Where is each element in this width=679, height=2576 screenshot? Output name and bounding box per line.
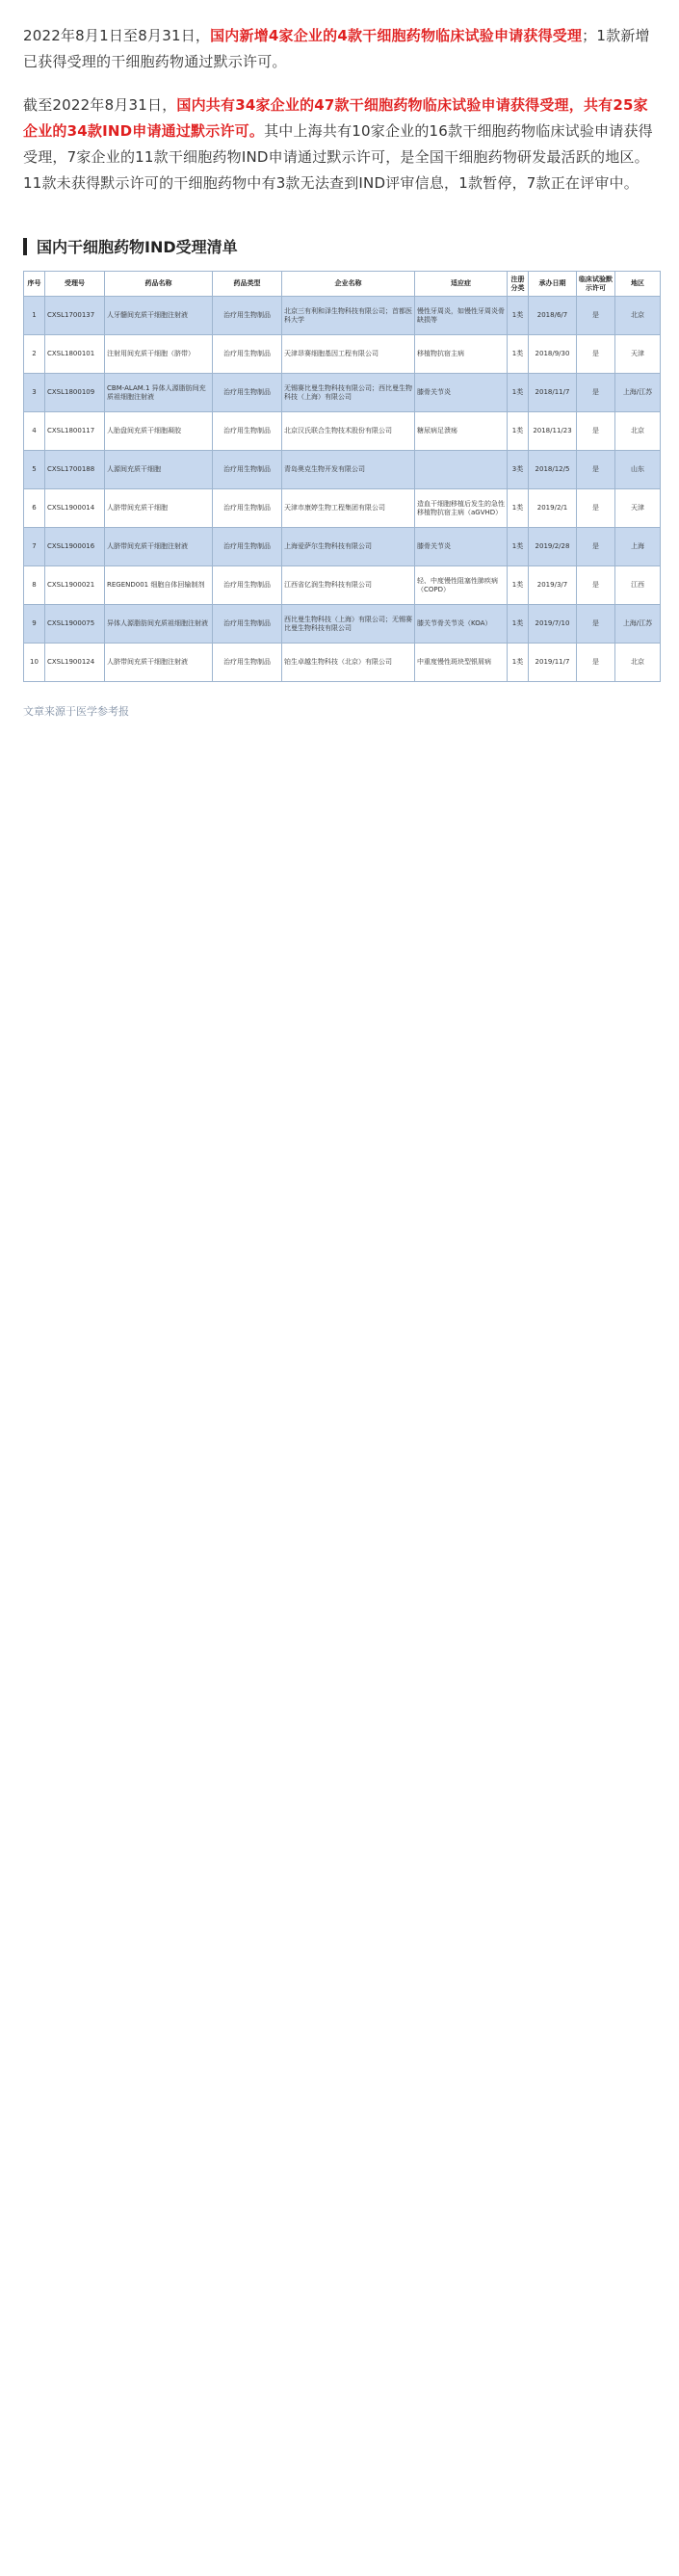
table-cell: 是 [577, 644, 615, 682]
header-cell: 药品名称 [105, 272, 213, 297]
table-cell: 5 [24, 451, 45, 489]
table-cell: 江西 [615, 566, 661, 605]
table-cell: CXSL1900124 [45, 644, 105, 682]
section-title-text: 国内干细胞药物IND受理清单 [37, 238, 238, 256]
intro-paragraph-1 [23, 23, 660, 75]
source-footer: 文章来源于医学参考报 [23, 705, 129, 718]
table-body [24, 297, 661, 682]
table-cell: 治疗用生物制品 [213, 605, 282, 644]
table-row [24, 489, 661, 528]
table-cell: 中重度慢性斑块型银屑病 [415, 644, 508, 682]
intro-1-lead: 2022年8月1日至8月31日， [23, 27, 211, 44]
header-cell: 适应症 [415, 272, 508, 297]
header-cell: 承办日期 [529, 272, 577, 297]
table-cell: 人源间充质干细胞 [105, 451, 213, 489]
table-cell: 西比曼生物科技（上海）有限公司；无锡赛比曼生物科技有限公司 [282, 605, 415, 644]
table-cell: CXSL1900021 [45, 566, 105, 605]
table-cell: 治疗用生物制品 [213, 528, 282, 566]
table-cell: 2018/6/7 [529, 297, 577, 335]
table-cell: CXSL1900075 [45, 605, 105, 644]
table-cell: 上海爱萨尔生物科技有限公司 [282, 528, 415, 566]
table-cell: CXSL1700188 [45, 451, 105, 489]
table-cell: 3 [24, 374, 45, 412]
table-cell: 2018/12/5 [529, 451, 577, 489]
table-cell: CXSL1800101 [45, 335, 105, 374]
table-cell: 是 [577, 297, 615, 335]
table-cell: 膝骨关节炎 [415, 374, 508, 412]
intro-2-highlight: 国内共有34家企业的47款干细胞药物临床试验申请获得受理，共有25家企业的34款IND申请通过默示许可。 [23, 96, 648, 140]
table-cell: 2018/11/23 [529, 412, 577, 451]
table-cell: 4 [24, 412, 45, 451]
table-cell: 1类 [508, 528, 529, 566]
table-cell: 是 [577, 412, 615, 451]
table-cell: REGEND001 细胞自体回输制剂 [105, 566, 213, 605]
table-cell: CXSL1800109 [45, 374, 105, 412]
table-row [24, 412, 661, 451]
header-cell: 药品类型 [213, 272, 282, 297]
title-bar-decoration [23, 238, 27, 255]
table-cell: 治疗用生物制品 [213, 566, 282, 605]
table-cell: CXSL1900016 [45, 528, 105, 566]
intro-1-highlight: 国内新增4家企业的4款干细胞药物临床试验申请获得受理 [210, 27, 583, 44]
table-cell: 1类 [508, 566, 529, 605]
intro-paragraph-2 [23, 92, 660, 197]
header-cell: 序号 [24, 272, 45, 297]
table-cell: 7 [24, 528, 45, 566]
table-cell: CXSL1700137 [45, 297, 105, 335]
table-cell: 铂生卓越生物科技（北京）有限公司 [282, 644, 415, 682]
table-cell: 上海/江苏 [615, 605, 661, 644]
table-cell: 北京 [615, 412, 661, 451]
table-cell: 9 [24, 605, 45, 644]
table-cell: 天津 [615, 489, 661, 528]
header-cell: 受理号 [45, 272, 105, 297]
table-row [24, 566, 661, 605]
table-cell: 8 [24, 566, 45, 605]
table-cell: 无锡赛比曼生物科技有限公司；西比曼生物科技（上海）有限公司 [282, 374, 415, 412]
intro-1-tail: ；1款新增已获得受理的干细胞药物通过默示许可。 [23, 27, 650, 70]
table-cell: 北京 [615, 297, 661, 335]
table-cell: 2019/3/7 [529, 566, 577, 605]
table-cell: 是 [577, 451, 615, 489]
table-cell: 人胎盘间充质干细胞凝胶 [105, 412, 213, 451]
table-cell: 是 [577, 605, 615, 644]
table-cell: 治疗用生物制品 [213, 335, 282, 374]
table-cell: 异体人源脂肪间充质祖细胞注射液 [105, 605, 213, 644]
table-cell: 天津 [615, 335, 661, 374]
table-cell: 1类 [508, 297, 529, 335]
table-cell: 人脐带间充质干细胞 [105, 489, 213, 528]
table-row [24, 297, 661, 335]
table-cell: 是 [577, 489, 615, 528]
table-cell: 2 [24, 335, 45, 374]
table-cell: 人牙髓间充质干细胞注射液 [105, 297, 213, 335]
table-row [24, 528, 661, 566]
table-cell: 治疗用生物制品 [213, 412, 282, 451]
table-cell: 1类 [508, 644, 529, 682]
table-cell: 人脐带间充质干细胞注射液 [105, 528, 213, 566]
table-cell: 山东 [615, 451, 661, 489]
table-cell: 北京汉氏联合生物技术股份有限公司 [282, 412, 415, 451]
table-cell: 2019/7/10 [529, 605, 577, 644]
table-cell: 江西省亿润生物科技有限公司 [282, 566, 415, 605]
table-cell: 治疗用生物制品 [213, 297, 282, 335]
table-cell: 治疗用生物制品 [213, 374, 282, 412]
table-cell: 糖尿病足溃疡 [415, 412, 508, 451]
table-cell: 注射用间充质干细胞（脐带） [105, 335, 213, 374]
table-cell: 人脐带间充质干细胞注射液 [105, 644, 213, 682]
table-row [24, 374, 661, 412]
intro-2-lead: 截至2022年8月31日， [23, 96, 177, 114]
table-row [24, 605, 661, 644]
table-cell: 是 [577, 566, 615, 605]
table-cell: CXSL1900014 [45, 489, 105, 528]
table-cell: 上海 [615, 528, 661, 566]
table-cell: 是 [577, 335, 615, 374]
table-cell: 1类 [508, 605, 529, 644]
table-cell: 是 [577, 528, 615, 566]
table-cell: 治疗用生物制品 [213, 489, 282, 528]
table-cell: 1类 [508, 412, 529, 451]
section-title [23, 235, 660, 257]
table-cell: 治疗用生物制品 [213, 644, 282, 682]
header-cell: 注册分类 [508, 272, 529, 297]
table-cell: 1类 [508, 335, 529, 374]
table-cell: 天津昂赛细胞基因工程有限公司 [282, 335, 415, 374]
table-cell: 2019/2/1 [529, 489, 577, 528]
table-cell: 青岛奥克生物开发有限公司 [282, 451, 415, 489]
ind-table [23, 271, 661, 682]
table-row [24, 644, 661, 682]
table-cell [415, 451, 508, 489]
header-cell: 地区 [615, 272, 661, 297]
header-cell: 企业名称 [282, 272, 415, 297]
table-cell: 上海/江苏 [615, 374, 661, 412]
table-row [24, 451, 661, 489]
table-cell: 慢性牙周炎，如慢性牙周炎骨缺损等 [415, 297, 508, 335]
table-cell: 2018/9/30 [529, 335, 577, 374]
table-cell: 膝骨关节炎 [415, 528, 508, 566]
table-cell: 2019/11/7 [529, 644, 577, 682]
table-cell: 2018/11/7 [529, 374, 577, 412]
table-cell: 10 [24, 644, 45, 682]
table-cell: 3类 [508, 451, 529, 489]
table-cell: 1类 [508, 489, 529, 528]
table-row [24, 335, 661, 374]
table-cell: 造血干细胞移植后发生的急性移植物抗宿主病（aGVHD） [415, 489, 508, 528]
table-cell: CXSL1800117 [45, 412, 105, 451]
table-cell: 北京三有利和泽生物科技有限公司；首都医科大学 [282, 297, 415, 335]
table-cell: 膝关节骨关节炎（KOA） [415, 605, 508, 644]
table-cell: 1 [24, 297, 45, 335]
intro-2-tail: 其中上海共有10家企业的16款干细胞药物临床试验申请获得受理，7家企业的11款干细胞药物IND申请通过默示许可，是全国干细胞药物研发最活跃的地区。11款未获得默示许可的干细胞药物中有3款无法查到IND评审信息，1款暂停，7款正在评审中。 [23, 122, 653, 192]
table-cell: 轻、中度慢性阻塞性肺疾病（COPD） [415, 566, 508, 605]
table-header-row [24, 272, 661, 297]
table-cell: 6 [24, 489, 45, 528]
table-cell: 1类 [508, 374, 529, 412]
table-cell: 2019/2/28 [529, 528, 577, 566]
table-cell: 移植物抗宿主病 [415, 335, 508, 374]
table-cell: 是 [577, 374, 615, 412]
header-cell: 临床试验默示许可 [577, 272, 615, 297]
table-cell: 治疗用生物制品 [213, 451, 282, 489]
table-cell: 北京 [615, 644, 661, 682]
table-cell: 天津市康婷生物工程集团有限公司 [282, 489, 415, 528]
table-cell: CBM-ALAM.1 异体人源脂肪间充质祖细胞注射液 [105, 374, 213, 412]
article-page [0, 0, 679, 738]
